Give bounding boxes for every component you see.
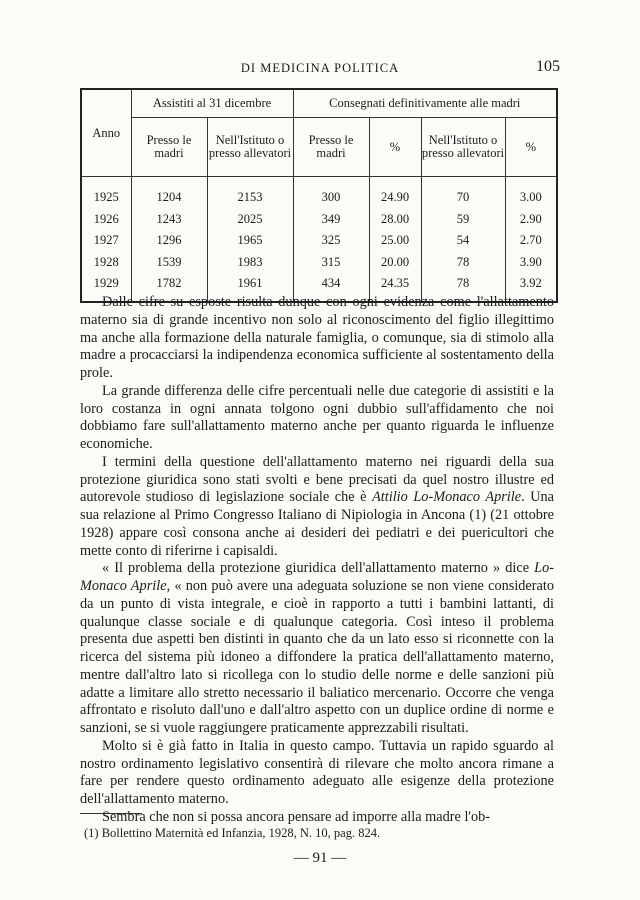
subheader-istituto: Nell'Istituto o presso allevatori: [207, 118, 293, 177]
cell: 3.92: [505, 273, 557, 302]
cell: 54: [421, 230, 505, 252]
header-assistiti: Assistiti al 31 dicembre: [131, 89, 293, 118]
footnote: (1) Bollettino Maternità ed Infanzia, 1928, N. 10, pag. 824.: [84, 826, 381, 840]
cell: 1296: [131, 230, 207, 252]
statistics-table: [80, 88, 558, 303]
cell: 2153: [207, 187, 293, 209]
cell-year: 1927: [81, 230, 131, 252]
cell: 1961: [207, 273, 293, 302]
cell: 1983: [207, 252, 293, 274]
cell: 1539: [131, 252, 207, 274]
cell-year: 1928: [81, 252, 131, 274]
cell: 3.90: [505, 252, 557, 274]
header-consegnati: Consegnati definitivamente alle madri: [293, 89, 557, 118]
cell: 2.70: [505, 230, 557, 252]
author-name: Attilio Lo-Monaco Aprile: [372, 489, 522, 506]
cell: 78: [421, 273, 505, 302]
cell-year: 1926: [81, 209, 131, 231]
paragraph: Sembra che non si possa ancora pensare ad imporre alla madre l'ob-: [102, 808, 491, 825]
cell: 24.35: [369, 273, 421, 302]
cell: 349: [293, 209, 369, 231]
cell: 59: [421, 209, 505, 231]
cell: 70: [421, 187, 505, 209]
cell-year: 1929: [81, 273, 131, 302]
cell: 315: [293, 252, 369, 274]
cell: 3.00: [505, 187, 557, 209]
cell: 325: [293, 230, 369, 252]
cell: 300: [293, 187, 369, 209]
running-title: DI MEDICINA POLITICA: [240, 61, 400, 75]
table-row: [81, 252, 557, 274]
cell: 2.90: [505, 209, 557, 231]
cell: 2025: [207, 209, 293, 231]
author-name: Lo-Monaco Aprile: [80, 560, 554, 594]
cell: 78: [421, 252, 505, 274]
subheader-presso-madri-2: Presso le madri: [293, 118, 369, 177]
cell: 1782: [131, 273, 207, 302]
paragraph: I termini della questione dell'allattamento materno nei riguardi della sua protezione giuridica sono stati svolti e bene precisati da quel nostro illustre ed autorevole studioso di legislazione sociale che è Attilio Lo-Monaco Aprile. Una sua relazione al Primo Congresso Italiano di Nipiologia in Ancona (1) (21 ottobre 1928) appare così consona anche ai desideri dei pediatri e dei puericultori che mette conto di riferirne i capisaldi.: [80, 453, 555, 559]
cell: 434: [293, 273, 369, 302]
cell: 1204: [131, 187, 207, 209]
paragraph: « Il problema della protezione giuridica dell'allattamento materno » dice Lo-Monaco Aprile, « non può avere una adeguata soluzione se non viene considerato da un punto di vista integrale, e cioè in rapporto a tutti i bambini lattanti, di qualunque classe sociale e di qualunque categoria. Così inteso il problema presenta due aspetti ben distinti in quanto che da un lato esso si riconnette con la ricerca del sistema più idoneo a diffondere la pratica dell'allattamento materno, mentre dall'altro lato si ricollega con lo studio delle norme e delle sanzioni più adatte a limitare allo stretto necessario il baliatico mercenario. Occorre che venga affrontato e risoluto dall'uno e dall'altro aspetto con un duplice ordine di norme e sanzioni, se si vuole raggiungere praticamente apprezzabili risultati.: [80, 560, 555, 736]
page-number: 105: [536, 58, 560, 75]
table-row: [81, 209, 557, 231]
footnote-rule: [80, 813, 142, 814]
cell: 20.00: [369, 252, 421, 274]
subheader-istituto-2: Nell'Istituto o presso allevatori: [421, 118, 505, 177]
folio: — 91 —: [293, 850, 347, 866]
cell-year: 1925: [81, 187, 131, 209]
paragraph: La grande differenza delle cifre percentuali nelle due categorie di assistiti e la loro costanza in ogni annata tolgono ogni dubbio sull'affidamento che noi dobbiamo fare sull'allattamento materno anche per quanto riguarda le influenze economiche.: [80, 382, 554, 452]
paragraph: Dalle cifre su esposte risulta dunque con ogni evidenza come l'allattamento materno sia di grande incentivo non solo al riconoscimento del figlio illegittimo ma anche alla formazione della naturale famiglia, o comunque, sia di stimolo alla madre a procacciarsi la indipendenza economica sufficiente al sostentamento della prole.: [80, 294, 554, 381]
header-anno: Anno: [81, 89, 131, 177]
cell: 1243: [131, 209, 207, 231]
table-row: [81, 230, 557, 252]
cell: 24.90: [369, 187, 421, 209]
body-text: [80, 294, 554, 827]
cell: 1965: [207, 230, 293, 252]
running-head: [80, 58, 560, 78]
cell: 28.00: [369, 209, 421, 231]
table-row: [81, 187, 557, 209]
cell: 25.00: [369, 230, 421, 252]
subheader-percent: %: [369, 118, 421, 177]
subheader-presso-madri: Presso le madri: [131, 118, 207, 177]
subheader-percent-2: %: [505, 118, 557, 177]
paragraph: Molto si è già fatto in Italia in questo campo. Tuttavia un rapido sguardo al nostro ordinamento legislativo consentirà di rilevare che molto ancora rimane a fare per rendere questo ordinamento adeguato alle esigenze della protezione dell'allattamento materno.: [80, 737, 554, 807]
